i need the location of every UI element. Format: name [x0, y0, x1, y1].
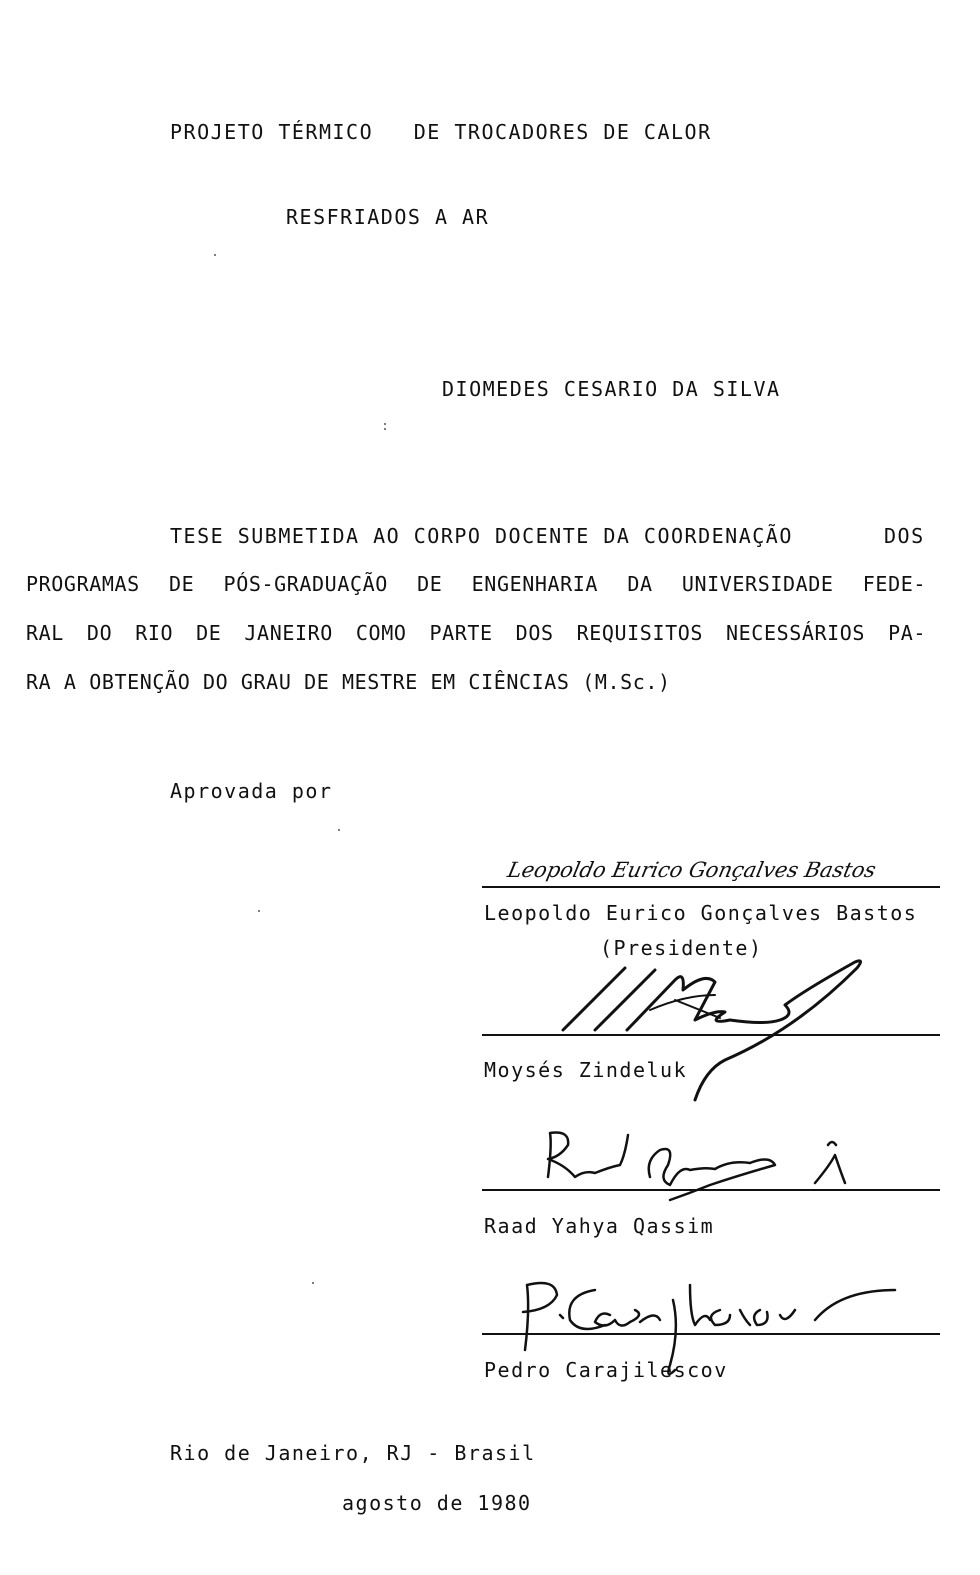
- signature-line-3: [482, 1189, 940, 1191]
- signature-line-4: [482, 1333, 940, 1335]
- submission-line-2: PROGRAMAS DE PÓS-GRADUAÇÃO DE ENGENHARIA DA UNIVERSIDADE FEDE-: [26, 572, 926, 596]
- signature-line-2: [482, 1034, 940, 1036]
- submission-line-4: RA A OBTENÇÃO DO GRAU DE MESTRE EM CIÊNCIAS (M.Sc.): [26, 670, 671, 694]
- scan-speck: [384, 428, 386, 430]
- signature-line-1: [482, 886, 940, 888]
- scan-speck: [312, 1282, 314, 1284]
- submission-line-1-left: TESE SUBMETIDA AO CORPO DOCENTE DA COORDENAÇÃO: [170, 524, 793, 548]
- scan-speck: [258, 910, 260, 912]
- place: Rio de Janeiro, RJ - Brasil: [170, 1441, 536, 1465]
- scan-speck: [338, 829, 340, 831]
- author-name: DIOMEDES CESARIO DA SILVA: [442, 377, 781, 401]
- committee-name-4: Pedro Carajilescov: [484, 1358, 728, 1382]
- committee-role-1: (Presidente): [600, 936, 763, 960]
- committee-name-1: Leopoldo Eurico Gonçalves Bastos: [484, 901, 918, 925]
- submission-line-1-right: DOS: [884, 524, 925, 548]
- date: agosto de 1980: [342, 1491, 532, 1515]
- title-line-1: PROJETO TÉRMICO DE TROCADORES DE CALOR: [170, 120, 712, 144]
- signature-leopoldo: Leopoldo Eurico Gonçalves Bastos: [505, 858, 879, 882]
- scan-speck: [214, 254, 216, 256]
- submission-line-3: RAL DO RIO DE JANEIRO COMO PARTE DOS REQUISITOS NECESSÁRIOS PA-: [26, 621, 926, 645]
- approval-label: Aprovada por: [170, 779, 333, 803]
- scan-speck: [384, 423, 386, 425]
- committee-name-2: Moysés Zindeluk: [484, 1058, 688, 1082]
- title-line-2: RESFRIADOS A AR: [286, 205, 490, 229]
- committee-name-3: Raad Yahya Qassim: [484, 1214, 715, 1238]
